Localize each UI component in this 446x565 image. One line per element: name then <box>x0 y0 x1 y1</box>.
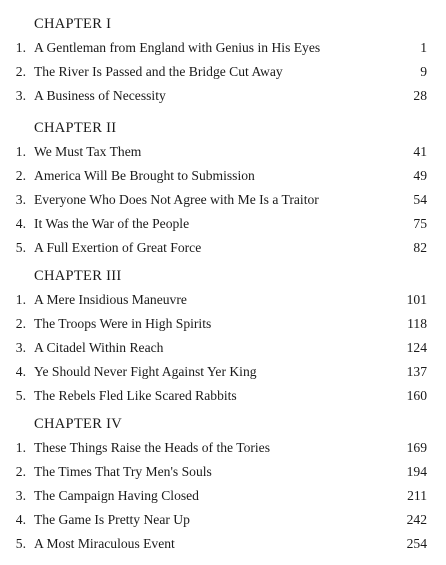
toc-entry[interactable] <box>15 510 432 534</box>
toc-entry[interactable] <box>15 386 432 410</box>
entry-page-number: 160 <box>406 388 427 403</box>
toc-entry[interactable] <box>15 362 432 386</box>
chapter-heading: CHAPTER II <box>34 120 117 136</box>
entry-title: A Full Exertion of Great Force <box>34 240 202 255</box>
entry-page-number: 254 <box>406 536 427 551</box>
chapter-heading: CHAPTER III <box>34 268 122 284</box>
entry-title: A Mere Insidious Maneuvre <box>34 292 187 307</box>
entry-page-number: 124 <box>406 340 427 355</box>
entry-page-number: 1 <box>420 40 427 55</box>
entry-title: A Business of Necessity <box>34 88 166 103</box>
entry-page-number: 101 <box>406 292 427 307</box>
entry-page-number: 28 <box>413 88 427 103</box>
entry-page-number: 211 <box>407 488 427 503</box>
entry-number: 2. <box>15 168 26 183</box>
chapter-section <box>15 414 432 558</box>
entry-number: 3. <box>15 192 26 207</box>
toc-entry[interactable] <box>15 86 432 110</box>
entry-title: These Things Raise the Heads of the Tories <box>34 440 271 455</box>
entry-page-number: 9 <box>420 64 427 79</box>
entry-number: 3. <box>15 340 26 355</box>
entry-title: A Citadel Within Reach <box>34 340 164 355</box>
entry-title: The Game Is Pretty Near Up <box>34 512 190 527</box>
toc-entry[interactable] <box>15 190 432 214</box>
entry-page-number: 194 <box>406 464 427 479</box>
chapter-heading: CHAPTER IV <box>34 416 122 432</box>
entry-title: We Must Tax Them <box>34 144 142 159</box>
entry-title: The River Is Passed and the Bridge Cut Away <box>34 64 283 79</box>
entry-page-number: 41 <box>413 144 427 159</box>
entry-page-number: 169 <box>406 440 427 455</box>
entry-number: 4. <box>15 364 26 379</box>
entry-title: Everyone Who Does Not Agree with Me Is a Traitor <box>34 192 319 207</box>
entry-number: 1. <box>15 440 26 455</box>
toc-entry[interactable] <box>15 338 432 362</box>
entry-page-number: 49 <box>413 168 427 183</box>
entry-number: 3. <box>15 488 26 503</box>
entry-number: 1. <box>15 40 26 55</box>
chapter-section <box>15 266 432 410</box>
toc-entry[interactable] <box>15 214 432 238</box>
chapter-section <box>15 14 432 110</box>
toc-entry[interactable] <box>15 438 432 462</box>
entry-title: The Times That Try Men's Souls <box>34 464 212 479</box>
toc-entry[interactable] <box>15 238 432 262</box>
entry-page-number: 242 <box>406 512 427 527</box>
toc-entry[interactable] <box>15 142 432 166</box>
entry-title: It Was the War of the People <box>34 216 190 231</box>
toc-entry[interactable] <box>15 486 432 510</box>
entry-page-number: 54 <box>413 192 427 207</box>
entry-page-number: 137 <box>406 364 427 379</box>
toc-entry[interactable] <box>15 290 432 314</box>
entry-title: America Will Be Brought to Submission <box>34 168 255 183</box>
entry-title: Ye Should Never Fight Against Yer King <box>34 364 257 379</box>
entry-number: 1. <box>15 144 26 159</box>
entry-title: A Gentleman from England with Genius in His Eyes <box>34 40 321 55</box>
entry-page-number: 118 <box>407 316 427 331</box>
entry-title: The Troops Were in High Spirits <box>34 316 212 331</box>
entry-title: The Campaign Having Closed <box>34 488 199 503</box>
toc-entry[interactable] <box>15 62 432 86</box>
chapter-section <box>15 118 432 262</box>
entry-number: 5. <box>15 240 26 255</box>
toc-entry[interactable] <box>15 534 432 558</box>
entry-number: 4. <box>15 216 26 231</box>
toc-entry[interactable] <box>15 166 432 190</box>
entry-number: 2. <box>15 64 26 79</box>
entry-number: 1. <box>15 292 26 307</box>
entry-number: 2. <box>15 464 26 479</box>
entry-page-number: 82 <box>413 240 427 255</box>
chapter-heading: CHAPTER I <box>34 16 112 32</box>
entry-title: The Rebels Fled Like Scared Rabbits <box>34 388 237 403</box>
entry-page-number: 75 <box>413 216 427 231</box>
toc-entry[interactable] <box>15 314 432 338</box>
toc-entry[interactable] <box>15 462 432 486</box>
entry-number: 5. <box>15 536 26 551</box>
entry-number: 2. <box>15 316 26 331</box>
entry-number: 5. <box>15 388 26 403</box>
entry-number: 4. <box>15 512 26 527</box>
toc-entry[interactable] <box>15 38 432 62</box>
entry-title: A Most Miraculous Event <box>34 536 175 551</box>
entry-number: 3. <box>15 88 26 103</box>
